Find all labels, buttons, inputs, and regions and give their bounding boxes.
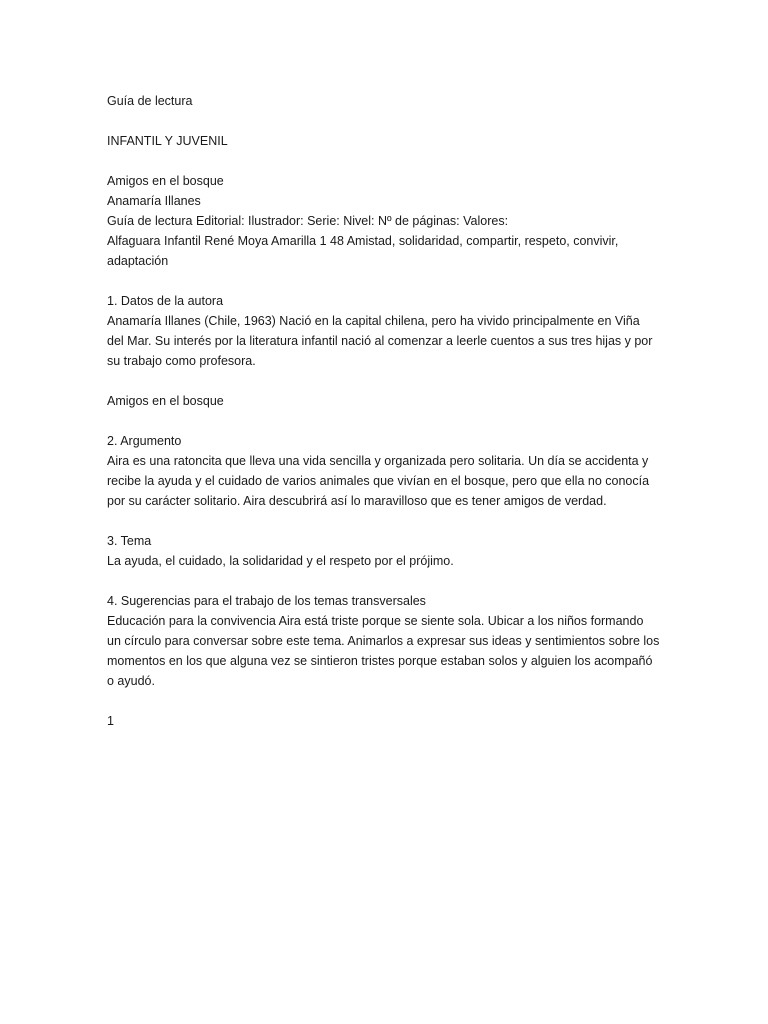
document-title: Guía de lectura [107,94,193,108]
fields-values-continued: adaptación [107,254,169,268]
fields-header: Guía de lectura Editorial: Ilustrador: Serie: Nivel: Nº de páginas: Valores: [107,214,509,228]
paragraph-line: Anamaría Illanes (Chile, 1963) Nació en la capital chilena, pero ha vivido principalmente en Viña [107,314,640,328]
spacer [107,691,667,711]
section-heading: 3. Tema [107,534,152,548]
paragraph-line: momentos en los que alguna vez se sintieron tristes porque estaban solos y alguien los acompañó [107,654,653,668]
section-heading: 2. Argumento [107,434,182,448]
spacer [107,371,667,391]
book-title-repeat: Amigos en el bosque [107,394,224,408]
paragraph-line: un círculo para conversar sobre este tema. Animarlos a expresar sus ideas y sentimientos sobre los [107,634,660,648]
section-heading: 1. Datos de la autora [107,294,224,308]
spacer [107,111,667,131]
spacer [107,511,667,531]
paragraph-line: La ayuda, el cuidado, la solidaridad y el respeto por el prójimo. [107,554,454,568]
paragraph-line: Educación para la convivencia Aira está triste porque se siente sola. Ubicar a los niños formando [107,614,644,628]
page-number: 1 [107,714,114,728]
paragraph-line: su trabajo como profesora. [107,354,256,368]
spacer [107,571,667,591]
category-label: INFANTIL Y JUVENIL [107,134,228,148]
document-body [107,91,667,731]
section-plot [107,431,667,511]
paragraph-line: del Mar. Su interés por la literatura infantil nació al comenzar a leerle cuentos a sus tres hijas y por [107,334,653,348]
author-name: Anamaría Illanes [107,194,201,208]
section-heading: 4. Sugerencias para el trabajo de los temas transversales [107,594,426,608]
section-author-data [107,291,667,371]
paragraph-line: por su carácter solitario. Aira descubrirá así lo maravilloso que es tener amigos de verdad. [107,494,607,508]
paragraph-line: o ayudó. [107,674,155,688]
paragraph-line: recibe la ayuda y el cuidado de varios animales que vivían en el bosque, pero que ella no conocía [107,474,650,488]
fields-values: Alfaguara Infantil René Moya Amarilla 1 48 Amistad, solidaridad, compartir, respeto, convivir, [107,234,619,248]
book-title: Amigos en el bosque [107,174,224,188]
paragraph-line: Aira es una ratoncita que lleva una vida sencilla y organizada pero solitaria. Un día se accidenta y [107,454,649,468]
section-suggestions [107,591,667,691]
section-theme [107,531,667,571]
spacer [107,411,667,431]
spacer [107,151,667,171]
spacer [107,271,667,291]
